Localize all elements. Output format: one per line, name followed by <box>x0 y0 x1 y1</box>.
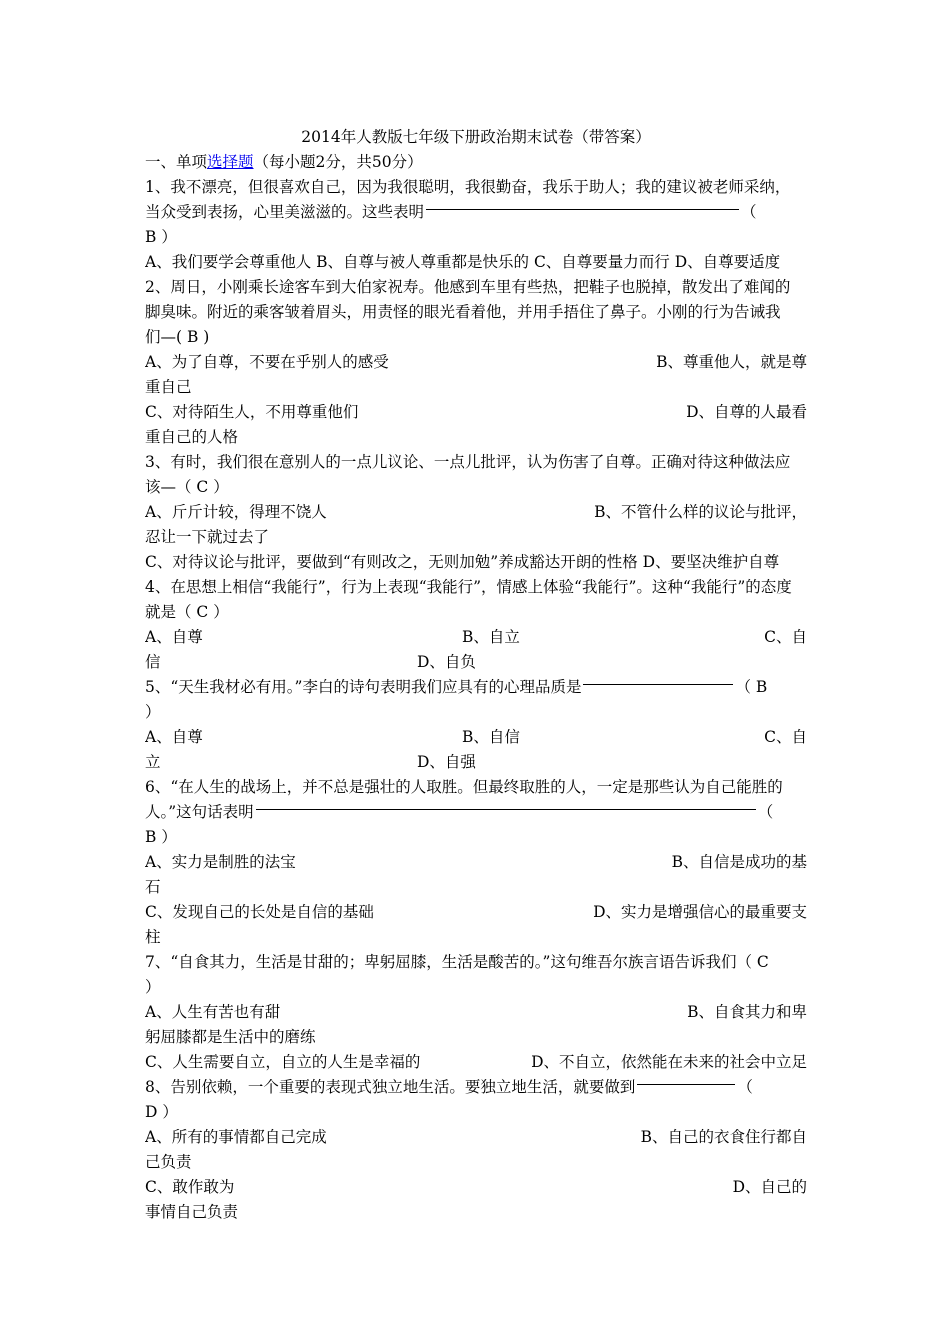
q5-bracket-close: ） <box>145 703 161 721</box>
option-c: C、人生需要自立，自立的人生是幸福的 <box>145 1053 421 1071</box>
option-b: B、自信 <box>462 728 520 746</box>
q5-options-d <box>145 750 807 775</box>
option-c-cont: 立 <box>145 753 161 771</box>
q1-stem-end: 当众受到表扬，心里美滋滋的。这些表明 <box>145 203 425 221</box>
option-b: B、不管什么样的议论与批评， <box>594 503 807 521</box>
option-d: D、不自立，依然能在未来的社会中立足 <box>531 1053 807 1071</box>
q5-stem: 5、“天生我材必有用。”李白的诗句表明我们应具有的心理品质是 <box>145 678 582 696</box>
option-a: A、实力是制胜的法宝 <box>145 853 296 871</box>
q7-line-1: 7、“自食其力，生活是甘甜的；卑躬屈膝，生活是酸苦的。”这句维吾尔族言语告诉我们（ C <box>145 953 769 971</box>
q1-options: A、我们要学会尊重他人 B、自尊与被人尊重都是快乐的 C、自尊要量力而行 D、自尊要适度 <box>145 253 781 271</box>
section-suffix: （每小题2分，共50分） <box>253 153 423 171</box>
q8-stem: 8、告别依赖，一个重要的表现式独立地生活。要独立地生活，就要做到 <box>145 1078 636 1096</box>
q8-line-1 <box>145 1075 807 1100</box>
q3-line-1: 3、有时，我们很在意别人的一点儿议论、一点儿批评，认为伤害了自尊。正确对待这种做法应 <box>145 453 791 471</box>
option-b: B、自立 <box>462 628 520 646</box>
q2-line-1: 2、周日，小刚乘长途客车到大伯家祝寿。他感到车里有些热，把鞋子也脱掉，散发出了难闻的 <box>145 278 791 296</box>
answer-blank <box>637 1084 735 1085</box>
option-d-cont: 重自己的人格 <box>145 428 239 446</box>
q8-bracket: （ <box>737 1078 753 1096</box>
q6-options-ab <box>145 850 807 875</box>
q3-options-ab <box>145 500 807 525</box>
q6-line-2 <box>145 800 807 825</box>
option-d-cont: 事情自己负责 <box>145 1203 239 1221</box>
section-heading <box>145 150 807 175</box>
q7-bracket-close: ） <box>145 978 161 996</box>
q7-options-cd <box>145 1050 807 1075</box>
option-b-cont: 躬屈膝都是生活中的磨练 <box>145 1028 316 1046</box>
option-d: D、实力是增强信心的最重要支 <box>593 903 807 921</box>
q6-line-1: 6、“在人生的战场上，并不总是强壮的人取胜。但最终取胜的人，一定是那些认为自己能胜的 <box>145 778 783 796</box>
section-prefix: 一、单项 <box>145 153 208 171</box>
option-a: A、所有的事情都自己完成 <box>145 1128 327 1146</box>
option-d: D、自强 <box>417 753 476 771</box>
q5-line-1 <box>145 675 807 700</box>
q2-line-2: 脚臭味。附近的乘客皱着眉头，用责怪的眼光看着他，并用手捂住了鼻子。小刚的行为告诫我 <box>145 303 781 321</box>
q5-options-abc <box>145 725 807 750</box>
option-c: C、自 <box>764 728 807 746</box>
q8-answer: D ） <box>145 1103 178 1121</box>
option-a: A、斤斤计较，得理不饶人 <box>145 503 327 521</box>
q2-answer: 们—( B ) <box>145 328 210 346</box>
answer-blank <box>426 209 739 210</box>
q5-answer: （ B <box>735 678 768 696</box>
option-c: C、自 <box>764 628 807 646</box>
q6-bracket: （ <box>757 803 774 821</box>
q3-answer: 该—（ C ） <box>145 478 229 496</box>
q1-bracket: （ <box>741 203 757 221</box>
option-c: C、敢作敢为 <box>145 1178 235 1196</box>
answer-blank <box>256 809 756 810</box>
document-body <box>145 125 807 1225</box>
option-c: C、发现自己的长处是自信的基础 <box>145 903 374 921</box>
option-c: C、对待陌生人，不用尊重他们 <box>145 403 359 421</box>
q8-options-cd <box>145 1175 807 1200</box>
q6-stem-end: 人。”这句话表明 <box>145 803 254 821</box>
q4-options-abc <box>145 625 807 650</box>
option-c-cont: 信 <box>145 653 161 671</box>
q4-line-1: 4、在思想上相信“我能行”，行为上表现“我能行”，情感上体验“我能行”。这种“我能行”的态度 <box>145 578 792 596</box>
option-d: D、自尊的人最看 <box>686 403 807 421</box>
q2-options-cd <box>145 400 807 425</box>
option-b: B、自食其力和卑 <box>687 1003 807 1021</box>
q6-options-cd <box>145 900 807 925</box>
option-a: A、为了自尊，不要在乎别人的感受 <box>145 353 389 371</box>
choice-question-link[interactable]: 选择题 <box>207 153 254 171</box>
q1-answer: B ） <box>145 228 177 246</box>
option-b-cont: 重自己 <box>145 378 192 396</box>
q1-line-1: 1、我不漂亮，但很喜欢自己，因为我很聪明，我很勤奋，我乐于助人；我的建议被老师采纳， <box>145 178 791 196</box>
option-d: D、自己的 <box>732 1178 807 1196</box>
option-b: B、自己的衣食住行都自 <box>640 1128 807 1146</box>
q6-answer: B ） <box>145 828 177 846</box>
option-b: B、自信是成功的基 <box>671 853 807 871</box>
option-b: B、尊重他人，就是尊 <box>656 353 807 371</box>
answer-blank <box>583 684 733 685</box>
option-a: A、人生有苦也有甜 <box>145 1003 281 1021</box>
q7-options-ab <box>145 1000 807 1025</box>
option-b-cont: 己负责 <box>145 1153 192 1171</box>
q2-options-ab <box>145 350 807 375</box>
option-d: D、自负 <box>417 653 476 671</box>
q1-line-2 <box>145 200 807 225</box>
option-d-cont: 柱 <box>145 928 161 946</box>
q4-answer: 就是（ C ） <box>145 603 229 621</box>
option-b-cont: 忍让一下就过去了 <box>145 528 270 546</box>
q8-options-ab <box>145 1125 807 1150</box>
q3-options-cd: C、对待议论与批评，要做到“有则改之，无则加勉”养成豁达开朗的性格 D、要坚决维护自尊 <box>145 553 780 571</box>
page-title: 2014年人教版七年级下册政治期末试卷（带答案） <box>301 128 651 146</box>
option-a: A、自尊 <box>145 628 203 646</box>
option-b-cont: 石 <box>145 878 161 896</box>
q4-options-d <box>145 650 807 675</box>
option-a: A、自尊 <box>145 728 203 746</box>
